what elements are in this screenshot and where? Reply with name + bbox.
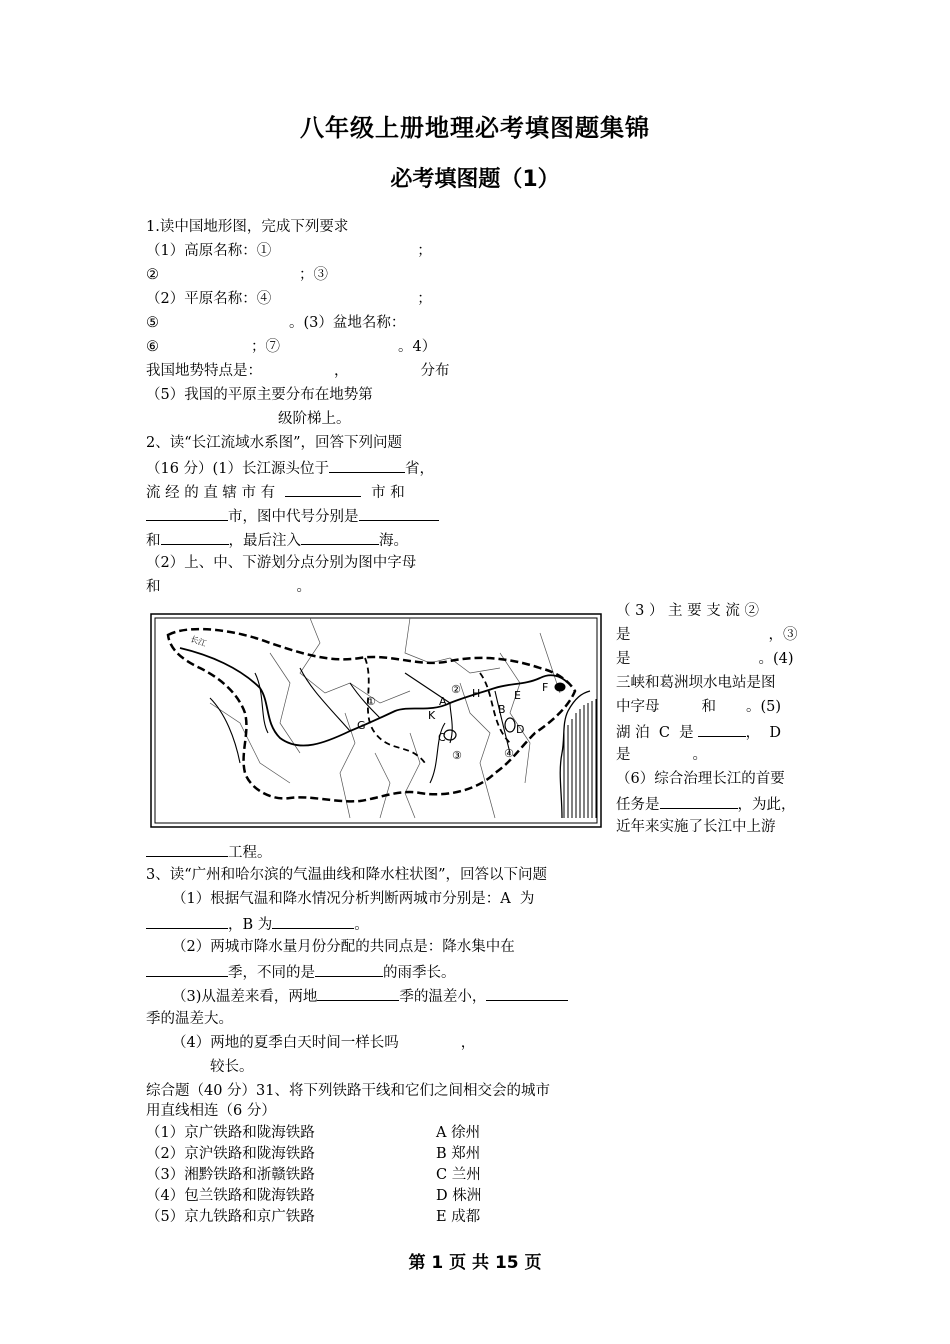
q2-right-text-5b: 和	[701, 699, 716, 715]
q1-text-7b: ，	[334, 363, 349, 379]
q2-blank-task[interactable]	[660, 794, 738, 809]
q2-blank-lake-c[interactable]	[698, 722, 746, 737]
q3-line-9	[210, 1058, 254, 1076]
q3-text-6b: 季的温差小，	[399, 989, 487, 1005]
q3-blank-city[interactable]	[315, 962, 383, 977]
q2-right-text-8: （6）综合治理长江的首要	[616, 771, 785, 787]
q3-blank-large[interactable]	[486, 986, 568, 1001]
q2-right-3	[616, 650, 794, 668]
q2-blank-source[interactable]	[329, 458, 405, 473]
q1-text-6a: ⑥	[146, 339, 159, 355]
city-item-c[interactable]: C 兰州	[436, 1167, 481, 1183]
q3-text-2: （1）根据气温和降水情况分析判断两城市分别是：A 为	[172, 891, 535, 907]
q3-blank-b[interactable]	[272, 914, 354, 929]
q3-line-6	[172, 986, 568, 1006]
map-label-4: ④	[504, 747, 514, 760]
q3-text-9: 较长。	[210, 1059, 254, 1075]
q2-line-2	[146, 458, 434, 478]
q4-line-1	[146, 1082, 550, 1100]
map-label-a: A	[439, 695, 447, 708]
q1-text-9: 级阶梯上。	[278, 411, 351, 427]
map-label-f: F	[542, 681, 549, 694]
q3-text-1: 3、读“广州和哈尔滨的气温曲线和降水柱状图”，回答以下问题	[146, 867, 548, 883]
railway-item-3[interactable]: （3）湘黔铁路和浙赣铁路	[146, 1167, 315, 1183]
q1-line-2	[146, 242, 432, 260]
q2-blank-code-2[interactable]	[161, 530, 229, 545]
q3-line-2	[172, 890, 534, 908]
q3-text-3b: 。	[354, 917, 369, 933]
q1-line-7	[146, 362, 450, 380]
q2-right-8	[616, 770, 785, 788]
railway-item-1[interactable]: （1）京广铁路和陇海铁路	[146, 1125, 315, 1141]
q3-text-5b: 的雨季长。	[383, 965, 456, 981]
q3-line-4	[172, 938, 515, 956]
q1-line-5	[146, 314, 405, 332]
q2-blank-code-1[interactable]	[359, 506, 439, 521]
q1-text-6c: 。4）	[398, 339, 437, 355]
q1-text-3b: ；③	[299, 267, 328, 283]
q4-text-1: 综合题（40 分）31、将下列铁路干线和它们之间相交会的城市	[146, 1083, 551, 1099]
q3-text-7: 季的温差大。	[146, 1011, 233, 1027]
q3-text-5a: 季，不同的是	[228, 965, 315, 981]
q3-text-3a: ，B 为	[228, 917, 273, 933]
yangtze-river-map	[150, 613, 602, 828]
map-label-h: H	[472, 687, 481, 700]
q1-line-6	[146, 338, 436, 356]
q2-text-6: （2）上、中、下游划分点分别为图中字母	[146, 555, 417, 571]
map-label-b: B	[498, 703, 506, 716]
q2-text-5c: 海。	[379, 533, 408, 549]
q2-right-text-3b: 。(4)	[758, 651, 794, 667]
q2-blank-city-2[interactable]	[146, 506, 228, 521]
q2-right-5	[616, 698, 781, 716]
railway-item-2[interactable]: （2）京沪铁路和陇海铁路	[146, 1146, 315, 1162]
q2-line-4	[146, 506, 439, 526]
q1-text-4b: ；	[417, 291, 432, 307]
q2-blank-city-1[interactable]	[285, 482, 361, 497]
q2-right-text-6b: ， D	[745, 725, 781, 741]
q2-right-7	[616, 746, 707, 764]
q2-line-5	[146, 530, 408, 550]
q3-line-5	[146, 962, 456, 982]
map-label-2: ②	[451, 683, 461, 696]
q2-line-3	[146, 482, 405, 502]
q2-right-text-2b: ，③	[768, 627, 798, 643]
map-label-1: ①	[366, 695, 376, 708]
q2-right-text-4: 三峡和葛洲坝水电站是图	[616, 675, 776, 691]
city-item-b[interactable]: B 郑州	[436, 1146, 481, 1162]
q2-right-text-6a: 湖 泊 C 是	[616, 725, 694, 741]
q2-right-text-9a: 任务是	[616, 797, 660, 813]
q2-text-5a: 和	[146, 533, 161, 549]
q2-right-4	[616, 674, 776, 692]
map-label-d: D	[516, 723, 525, 736]
q2-right-9	[616, 794, 796, 814]
q2-right-text-2a: 是	[616, 627, 631, 643]
q1-text-2b: ；	[417, 243, 432, 259]
q3-text-8b: ，	[460, 1035, 476, 1051]
q3-line-3	[146, 914, 369, 934]
q1-text-5a: ⑤	[146, 315, 159, 331]
lake-f	[555, 683, 565, 691]
q1-line-4	[146, 290, 432, 308]
map-label-k: K	[428, 709, 436, 722]
q1-line-8	[146, 386, 373, 404]
q2-line-1	[146, 434, 402, 452]
q2-right-10	[616, 818, 776, 836]
q2-text-7a: 和	[146, 579, 161, 595]
q1-line-1	[146, 218, 348, 236]
railway-item-4[interactable]: （4）包兰铁路和陇海铁路	[146, 1188, 315, 1204]
city-item-a[interactable]: A 徐州	[436, 1125, 481, 1141]
q2-text-5b: ，最后注入	[228, 533, 301, 549]
q3-blank-season[interactable]	[146, 962, 228, 977]
q1-text-2a: （1）高原名称：①	[146, 243, 272, 259]
city-item-e[interactable]: E 成都	[436, 1209, 481, 1225]
q1-text-7a: 我国地势特点是：	[146, 363, 262, 379]
map-label-c: C	[438, 731, 446, 744]
map-svg	[150, 613, 602, 828]
q2-line-6	[146, 554, 416, 572]
q3-line-7	[146, 1010, 233, 1028]
q2-right-text-5c: 。(5)	[746, 699, 782, 715]
q1-text-1: 1.读中国地形图，完成下列要求	[146, 219, 349, 235]
q3-text-6a: （3)从温差来看，两地	[172, 989, 318, 1005]
q1-text-4a: （2）平原名称：④	[146, 291, 272, 307]
q2-right-6	[616, 722, 781, 742]
page-title: 八年级上册地理必考填图题集锦	[300, 114, 650, 142]
q2-right-2	[616, 626, 798, 644]
railway-item-5[interactable]: （5）京九铁路和京广铁路	[146, 1209, 315, 1225]
q1-text-7c: 分布	[420, 363, 450, 379]
q2-text-2a: （16 分）(1）长江源头位于	[146, 461, 329, 477]
q2-blank-project[interactable]	[146, 842, 228, 857]
q3-line-1	[146, 866, 547, 884]
q1-text-5b: 。(3）盆地名称：	[289, 315, 406, 331]
q2-end-line	[146, 842, 272, 862]
q2-text-2b: 省，	[404, 461, 434, 477]
q2-text-4a: 市，图中代号分别是	[228, 509, 359, 525]
q2-right-text-9b: ，为此，	[737, 797, 796, 813]
q1-line-3	[146, 266, 328, 284]
q2-right-text-3a: 是	[616, 651, 631, 667]
q2-text-3b: 市 和	[371, 485, 405, 501]
q2-right-text-10: 近年来实施了长江中上游	[616, 819, 776, 835]
city-item-d[interactable]: D 株洲	[436, 1188, 482, 1204]
q3-line-8	[172, 1034, 475, 1052]
q2-text-3a: 流 经 的 直 辖 市 有	[146, 485, 276, 501]
map-label-e: E	[514, 689, 521, 702]
q2-right-text-5a: 中字母	[616, 699, 660, 715]
q2-right-text-1: （ 3 ） 主 要 支 流 ②	[616, 603, 759, 619]
q1-text-6b: ；⑦	[251, 339, 280, 355]
q2-line-7	[146, 578, 311, 596]
q3-text-8a: （4）两地的夏季白天时间一样长吗	[172, 1035, 399, 1051]
q1-line-9	[278, 410, 351, 428]
q2-right-text-7b: 。	[692, 747, 707, 763]
q1-text-8: （5）我国的平原主要分布在地势第	[146, 387, 373, 403]
q4-text-2: 用直线相连（6 分）	[146, 1103, 276, 1119]
q2-right-text-7a: 是	[616, 747, 631, 763]
map-label-g: G	[357, 719, 366, 732]
q2-right-1	[616, 602, 759, 620]
q3-blank-small[interactable]	[317, 986, 399, 1001]
q2-text-1: 2、读“长江流域水系图”，回答下列问题	[146, 435, 403, 451]
q2-text-7b: 。	[296, 579, 311, 595]
page-footer: 第 1 页 共 15 页	[408, 1253, 542, 1273]
q2-end-text: 工程。	[228, 845, 272, 861]
q3-text-4: （2）两城市降水量月份分配的共同点是：降水集中在	[172, 939, 515, 955]
map-label-3: ③	[452, 749, 462, 762]
q4-line-2	[146, 1102, 276, 1120]
q3-blank-a[interactable]	[146, 914, 228, 929]
q1-text-3a: ②	[146, 267, 159, 283]
q2-blank-sea[interactable]	[301, 530, 379, 545]
map-river-label: 长江	[189, 634, 208, 649]
section-title: 必考填图题（1）	[390, 167, 560, 192]
